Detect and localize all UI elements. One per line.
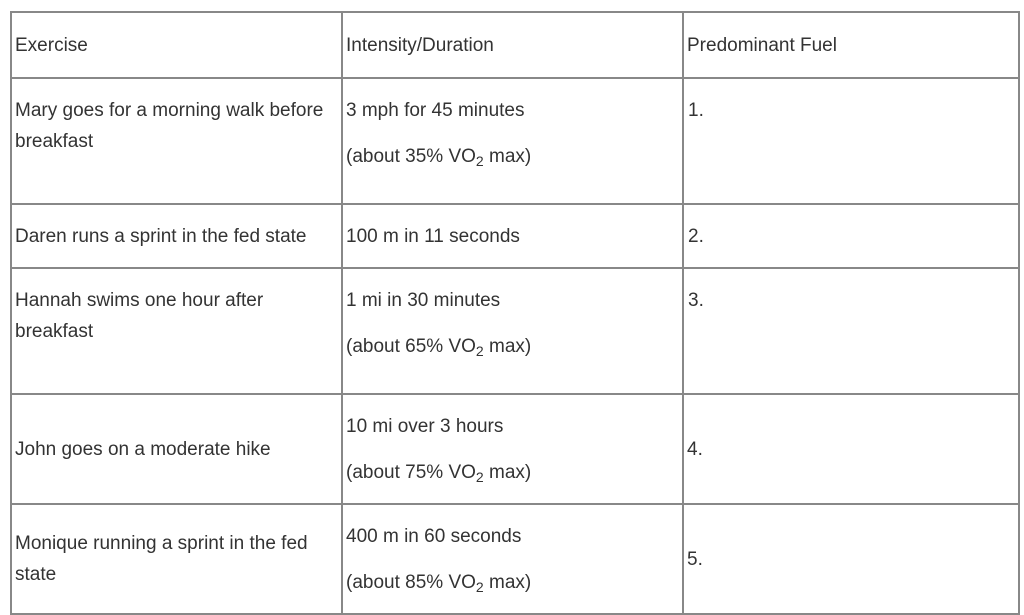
vo2-suffix: max) — [483, 571, 532, 593]
intensity-line: 10 mi over 3 hours — [346, 415, 504, 437]
table-row — [11, 504, 1019, 614]
table-row — [11, 268, 1019, 394]
table-row — [11, 78, 1019, 204]
vo2-prefix: (about 65% VO — [346, 336, 476, 357]
vo2-suffix: max) — [483, 461, 532, 483]
vo2-subscript: 2 — [475, 468, 484, 485]
intensity-cell — [342, 78, 683, 204]
exercise-cell: John goes on a moderate hike — [11, 394, 342, 504]
header-predominant-fuel: Predominant Fuel — [683, 12, 1019, 78]
fuel-cell[interactable]: 2. — [683, 204, 1019, 268]
intensity-cell: 100 m in 11 seconds — [342, 204, 683, 268]
table-header-row — [11, 12, 1019, 78]
vo2-subscript: 2 — [475, 153, 484, 169]
vo2-line — [346, 567, 679, 598]
intensity-cell — [342, 268, 683, 394]
fuel-cell[interactable]: 5. — [683, 504, 1019, 614]
fuel-cell[interactable]: 3. — [683, 268, 1019, 394]
vo2-line — [346, 457, 679, 488]
exercise-fuel-table — [10, 11, 1020, 615]
vo2-prefix: (about 35% VO — [346, 146, 476, 167]
vo2-subscript: 2 — [475, 578, 484, 595]
vo2-line — [346, 141, 679, 172]
vo2-prefix: (about 85% VO — [346, 571, 476, 593]
vo2-suffix: max) — [483, 146, 532, 167]
exercise-fuel-table-container — [10, 11, 1020, 595]
header-intensity-duration: Intensity/Duration — [342, 12, 683, 78]
table-row — [11, 394, 1019, 504]
header-exercise: Exercise — [11, 12, 342, 78]
exercise-cell: Mary goes for a morning walk before breakfast — [11, 78, 342, 204]
intensity-line: 1 mi in 30 minutes — [346, 290, 501, 311]
vo2-subscript: 2 — [475, 343, 484, 359]
exercise-cell: Hannah swims one hour after breakfast — [11, 268, 342, 394]
table-row — [11, 204, 1019, 268]
fuel-cell[interactable]: 1. — [683, 78, 1019, 204]
exercise-cell: Daren runs a sprint in the fed state — [11, 204, 342, 268]
vo2-prefix: (about 75% VO — [346, 461, 476, 483]
vo2-line — [346, 331, 679, 362]
exercise-cell: Monique running a sprint in the fed state — [11, 504, 342, 614]
vo2-suffix: max) — [483, 336, 532, 357]
fuel-cell[interactable]: 4. — [683, 394, 1019, 504]
intensity-line: 400 m in 60 seconds — [346, 525, 522, 547]
intensity-cell — [342, 394, 683, 504]
intensity-line: 3 mph for 45 minutes — [346, 100, 525, 121]
intensity-cell — [342, 504, 683, 614]
